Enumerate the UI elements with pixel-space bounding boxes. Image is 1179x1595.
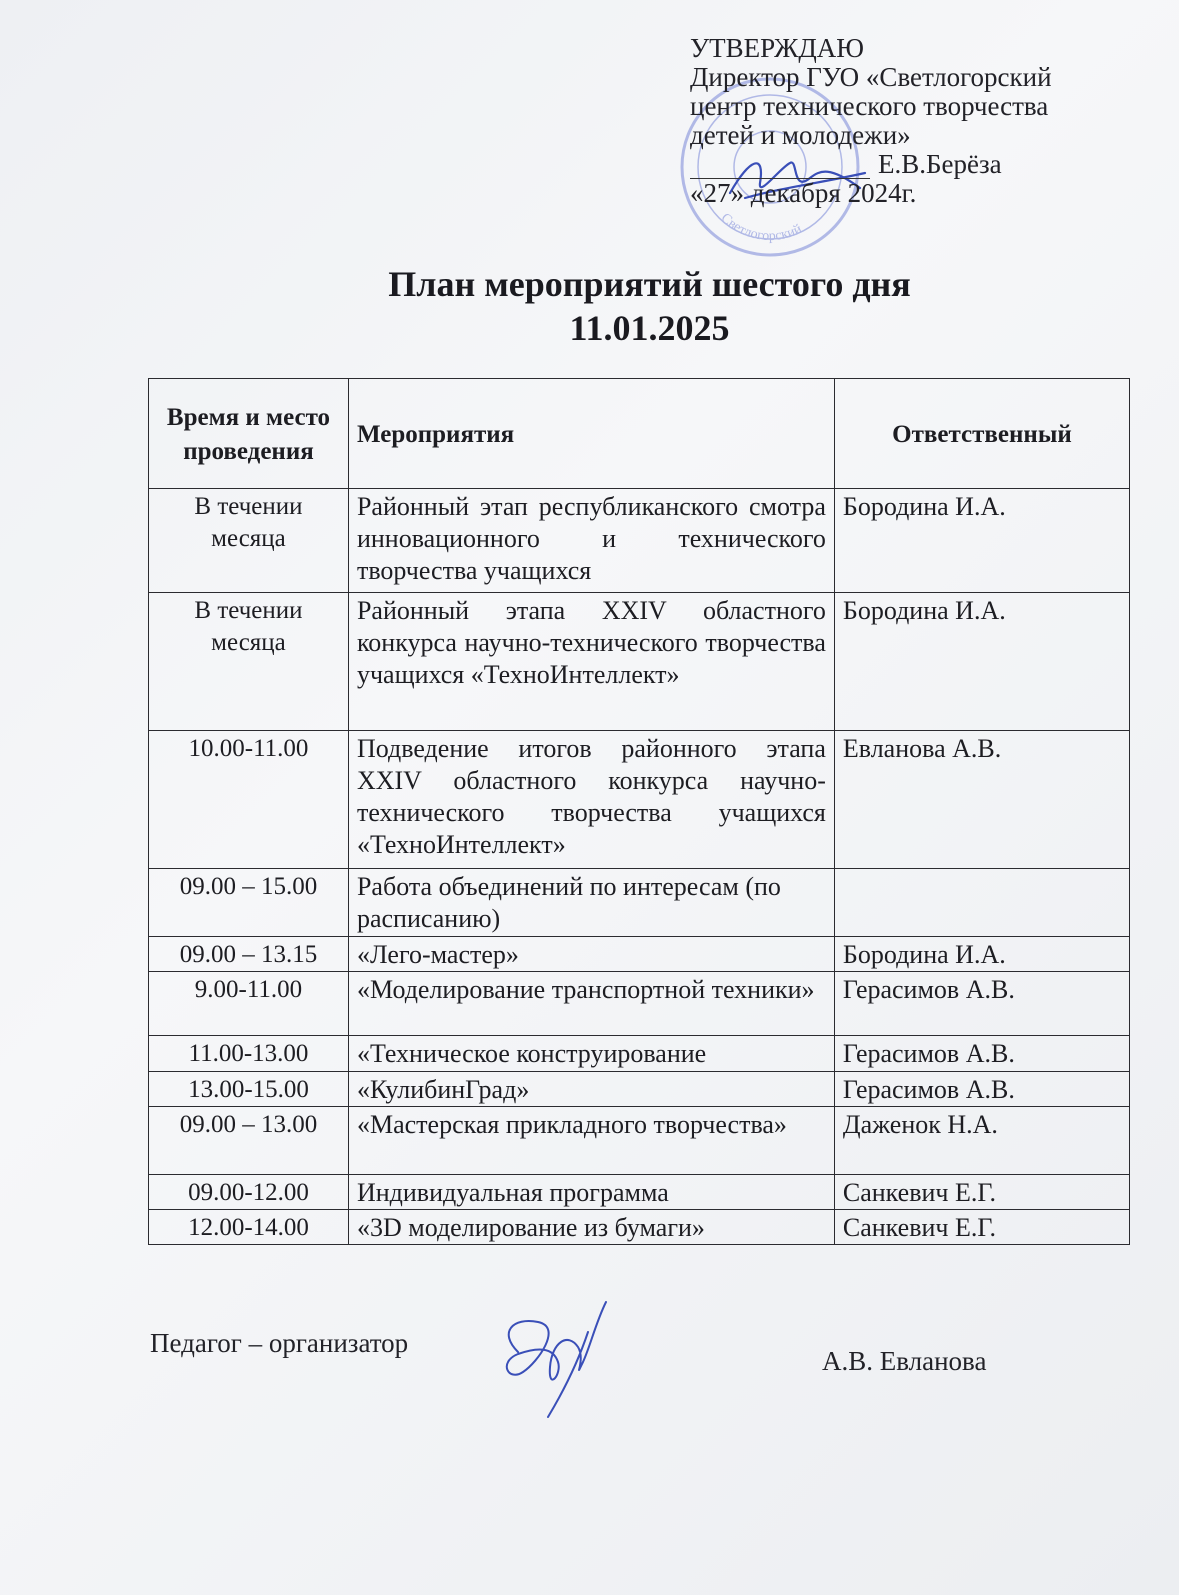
table-row [149, 937, 1130, 972]
row-responsible: Бородина И.А. [834, 489, 1129, 593]
row-time: 11.00-13.00 [149, 1036, 349, 1072]
row-responsible [834, 869, 1129, 937]
row-event: «Моделирование транспортной техники» [348, 972, 834, 1036]
organizer-signature-icon [478, 1292, 628, 1422]
row-time: В течении месяца [149, 593, 349, 731]
table-row [149, 593, 1130, 731]
row-responsible: Евланова А.В. [834, 731, 1129, 869]
row-time: 12.00-14.00 [149, 1210, 349, 1245]
table-row [149, 1210, 1130, 1245]
row-event: «КулибинГрад» [348, 1072, 834, 1107]
row-responsible: Санкевич Е.Г. [834, 1210, 1129, 1245]
row-responsible: Герасимов А.В. [834, 972, 1129, 1036]
row-event: Подведение итогов районного этапа XXIV областного конкурса научно-технического творчества учащихся «ТехноИнтеллект» [348, 731, 834, 869]
footer-role: Педагог – организатор [150, 1328, 409, 1358]
row-event: Районный этапа XXIV областного конкурса научно-технического творчества учащихся «ТехноИнтеллект» [348, 593, 834, 731]
table-row [149, 972, 1130, 1036]
row-event: «Мастерская прикладного творчества» [348, 1107, 834, 1175]
row-time: 09.00-12.00 [149, 1175, 349, 1210]
table-row [149, 869, 1130, 937]
row-time: 09.00 – 13.00 [149, 1107, 349, 1175]
row-time: 10.00-11.00 [149, 731, 349, 869]
approval-heading: УТВЕРЖДАЮ [690, 33, 865, 63]
row-time: 09.00 – 15.00 [149, 869, 349, 937]
row-responsible: Бородина И.А. [834, 593, 1129, 731]
svg-text:Светлогорский: Светлогорский [717, 210, 805, 245]
table-row [149, 1036, 1130, 1072]
table-header-row [149, 379, 1130, 489]
header-events: Мероприятия [348, 379, 834, 489]
approval-block [690, 34, 1160, 208]
approval-position-line2: центр технического творчества [690, 91, 1049, 121]
approval-date: «27» декабря 2024г. [690, 178, 917, 208]
table-row [149, 1107, 1130, 1175]
footer-name: А.В. Евланова [822, 1346, 987, 1376]
row-event: Индивидуальная программа [348, 1175, 834, 1210]
header-time: Время и место проведения [149, 379, 349, 489]
table-row [149, 1072, 1130, 1107]
row-responsible: Герасимов А.В. [834, 1036, 1129, 1072]
events-table [148, 378, 1130, 1245]
row-event: Районный этап республиканского смотра инновационного и технического творчества учащихся [348, 489, 834, 593]
table-row [149, 731, 1130, 869]
row-event: «Лего-мастер» [348, 937, 834, 972]
table-row [149, 1175, 1130, 1210]
approval-position-line1: Директор ГУО «Светлогорский [690, 62, 1052, 92]
row-responsible: Санкевич Е.Г. [834, 1175, 1129, 1210]
approval-signer-name: Е.В.Берёза [878, 149, 1002, 179]
row-event: «Техническое конструирование [348, 1036, 834, 1072]
row-responsible: Бородина И.А. [834, 937, 1129, 972]
title-line-1: План мероприятий шестого дня [388, 264, 911, 304]
row-responsible: Герасимов А.В. [834, 1072, 1129, 1107]
page-title [0, 262, 1179, 350]
row-event: Работа объединений по интересам (по расписанию) [348, 869, 834, 937]
row-responsible: Даженок Н.А. [834, 1107, 1129, 1175]
table-row [149, 489, 1130, 593]
header-responsible: Ответственный [834, 379, 1129, 489]
title-date: 11.01.2025 [569, 308, 730, 348]
approval-position-line3: детей и молодежи» [690, 120, 911, 150]
approval-signer-line [690, 150, 1160, 179]
row-event: «3D моделирование из бумаги» [348, 1210, 834, 1245]
row-time: 13.00-15.00 [149, 1072, 349, 1107]
row-time: 09.00 – 13.15 [149, 937, 349, 972]
row-time: В течении месяца [149, 489, 349, 593]
row-time: 9.00-11.00 [149, 972, 349, 1036]
